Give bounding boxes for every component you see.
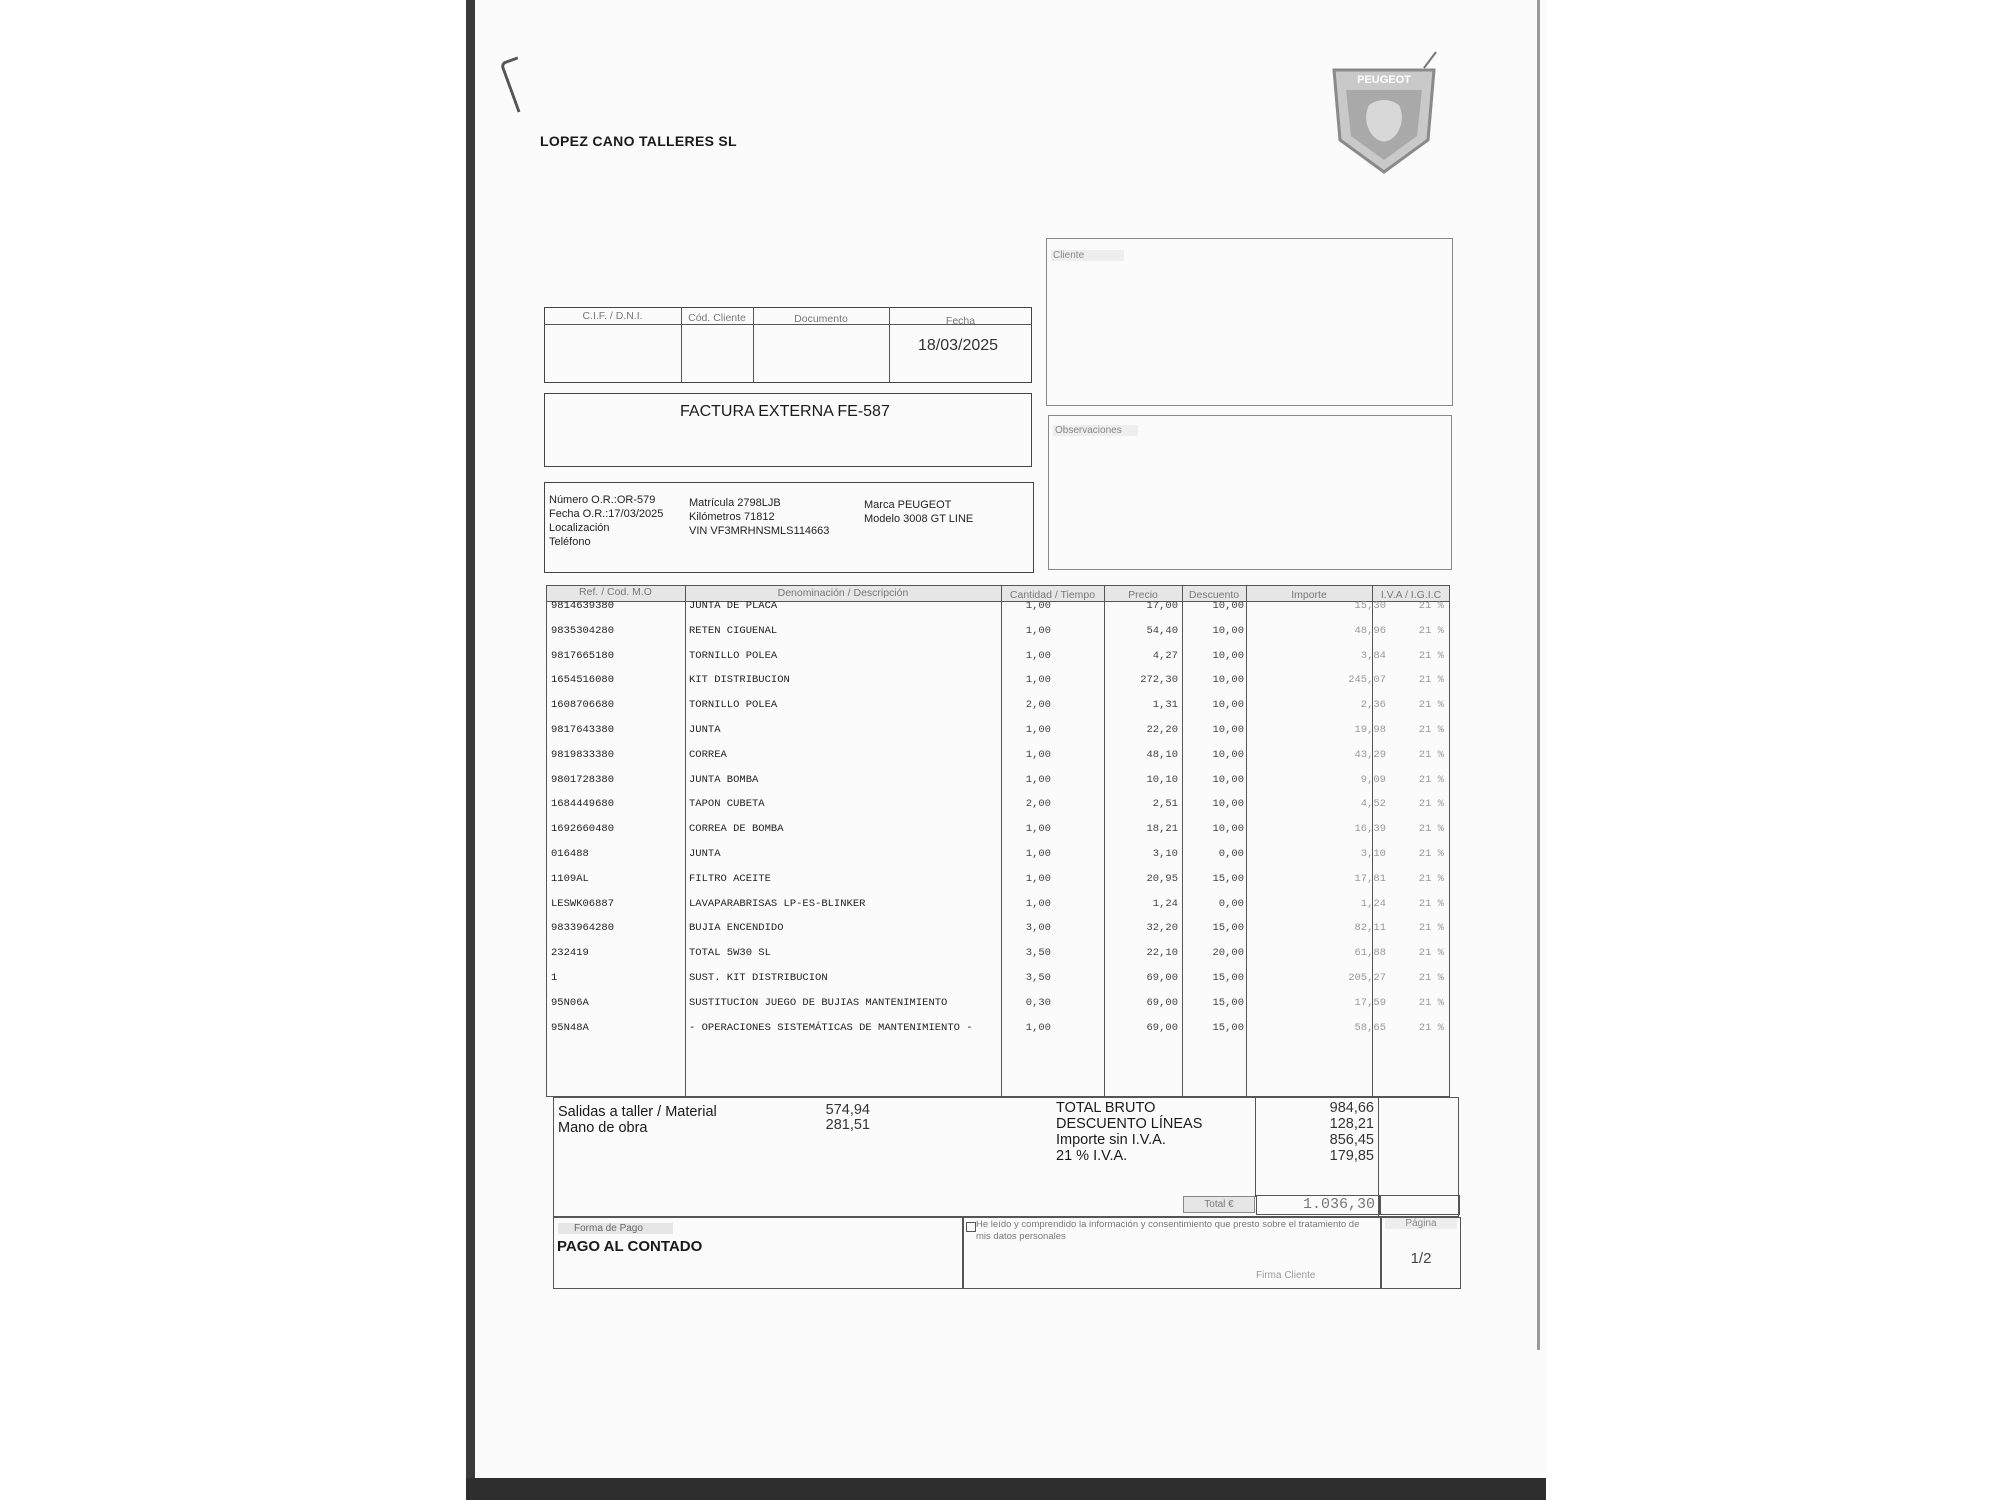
consent-text: He leído y comprendido la información y consentimiento que presto sobre el tratamiento de mis datos personales [976,1219,1360,1242]
cell-cantidad: 1,00 [1025,649,1051,662]
col-fecha: Fecha [945,315,976,327]
salidas-value: 574,94 [825,1102,870,1118]
order-info-mid [689,496,829,538]
cell-desc: JUNTA BOMBA [689,773,759,786]
pagina-value: 1/2 [1410,1250,1432,1267]
cell-iva: 21 % [1418,897,1444,910]
iva-label: 21 % I.V.A. [1056,1148,1128,1164]
col-documento: Documento [794,313,848,325]
cell-precio: 69,00 [1146,1021,1178,1034]
cell-cantidad: 1,00 [1025,600,1051,612]
cell-precio: 272,30 [1140,674,1178,687]
total-bruto-label: TOTAL BRUTO [1056,1100,1156,1116]
peugeot-logo [1324,50,1444,180]
cell-precio: 4,27 [1152,649,1178,662]
cell-importe: 3,10 [1360,848,1386,860]
cell-cantidad: 2,00 [1025,699,1051,712]
cell-ref: 95N06A [551,996,589,1009]
cell-importe: 9,09 [1360,773,1386,786]
table-row [546,699,1450,724]
cell-importe: 1,24 [1360,897,1386,910]
mano-obra-label: Mano de obra [558,1120,648,1136]
table-row [546,600,1450,625]
peugeot-shield-icon [1324,50,1444,180]
cell-ref: 1692660480 [551,823,615,836]
cell-importe: 15,30 [1354,600,1386,612]
cell-descuento: 15,00 [1212,922,1244,935]
cell-precio: 48,10 [1146,748,1178,761]
cell-ref: 232419 [551,947,589,960]
cell-importe: 82,11 [1354,922,1386,935]
cell-precio: 1,31 [1152,699,1178,712]
invoice-date: 18/03/2025 [918,337,999,354]
cell-ref: 1109AL [551,872,589,885]
cell-importe: 58,65 [1354,1021,1386,1034]
cell-importe: 3,84 [1360,649,1386,662]
cell-importe: 17,59 [1354,996,1386,1009]
cell-iva: 21 % [1418,872,1444,885]
vin: VIN VF3MRHNSMLS114663 [689,525,830,537]
cell-cantidad: 1,00 [1025,872,1051,885]
cell-ref: 9801728380 [551,773,615,786]
cell-ref: 9814639380 [551,600,615,612]
cell-precio: 20,95 [1146,872,1178,885]
cell-importe: 205,27 [1348,972,1386,984]
matricula: Matrícula 2798LJB [689,497,781,509]
cell-descuento: 10,00 [1212,649,1244,662]
cell-desc: BUJIA ENCENDIDO [689,922,784,935]
total-value: 1.036,30 [1256,1195,1380,1215]
cell-desc: RETEN CIGUENAL [689,624,778,637]
cell-precio: 3,10 [1152,848,1178,860]
cell-descuento: 10,00 [1212,600,1244,612]
col-cif: C.I.F. / D.N.I. [582,310,643,322]
localizacion: Localización [549,522,610,534]
cell-ref: 9819833380 [551,748,615,761]
th-desc: Denominación / Descripción [777,587,909,599]
salidas-label: Salidas a taller / Material [558,1104,717,1120]
th-descuento: Descuento [1188,589,1240,601]
cell-desc: SUST. KIT DISTRIBUCION [689,972,828,984]
cell-cantidad: 3,50 [1025,972,1051,984]
order-info-right [864,498,973,526]
table-row [546,1022,1450,1047]
cell-descuento: 10,00 [1212,699,1244,712]
cell-descuento: 10,00 [1212,798,1244,811]
cell-descuento: 15,00 [1212,996,1244,1009]
cell-descuento: 10,00 [1212,748,1244,761]
order-info-left [549,493,663,549]
cell-desc: JUNTA [689,848,721,860]
cell-desc: LAVAPARABRISAS LP-ES-BLINKER [689,897,866,910]
table-row [546,625,1450,650]
cell-precio: 10,10 [1146,773,1178,786]
cell-precio: 69,00 [1146,972,1178,984]
cell-precio: 22,10 [1146,947,1178,960]
cell-precio: 22,20 [1146,724,1178,736]
cell-cantidad: 3,50 [1025,947,1051,960]
cell-iva: 21 % [1418,947,1444,960]
cell-desc: TOTAL 5W30 SL [689,947,771,960]
cell-iva: 21 % [1418,724,1444,736]
cell-descuento: 10,00 [1212,674,1244,687]
cell-ref: 95N48A [551,1021,589,1034]
cell-iva: 21 % [1418,773,1444,786]
fecha-or: Fecha O.R.:17/03/2025 [549,508,664,520]
cell-precio: 17,00 [1146,600,1178,612]
paper-edge [1537,0,1540,1350]
cell-cantidad: 1,00 [1025,724,1051,736]
firma-cliente-label: Firma Cliente [1256,1270,1316,1281]
table-row [546,848,1450,873]
cell-descuento: 10,00 [1212,773,1244,786]
table-row [546,823,1450,848]
modelo: Modelo 3008 GT LINE [864,513,974,525]
col-cod-cliente: Cód. Cliente [688,312,746,324]
summary-sep [1255,1097,1256,1197]
cell-importe: 61,88 [1354,947,1386,960]
cell-importe: 245,07 [1348,674,1386,687]
cell-importe: 17,81 [1354,872,1386,885]
th-precio: Precio [1128,589,1158,601]
th-iva: I.V.A / I.G.I.C [1380,589,1442,601]
cell-iva: 21 % [1418,699,1444,712]
invoice-title: FACTURA EXTERNA FE-587 [680,403,890,420]
table-row [546,898,1450,923]
kilometros: Kilómetros 71812 [689,511,775,523]
cell-precio: 1,24 [1152,897,1178,910]
cell-cantidad: 1,00 [1025,748,1051,761]
table-row [546,724,1450,749]
cell-iva: 21 % [1418,922,1444,935]
cell-ref: 9817665180 [551,649,615,662]
cell-desc: KIT DISTRIBUCION [689,674,790,687]
mano-obra-value: 281,51 [825,1117,870,1133]
cell-ref: 1 [551,972,558,984]
pagina-label: Página [1385,1218,1457,1229]
cell-importe: 48,96 [1354,624,1386,637]
cell-precio: 54,40 [1146,624,1178,637]
cell-precio: 32,20 [1146,922,1178,935]
cell-desc: TAPON CUBETA [689,798,765,811]
cell-desc: SUSTITUCION JUEGO DE BUJIAS MANTENIMIENTO [689,996,948,1009]
cell-importe: 19,98 [1354,724,1386,736]
cell-cantidad: 1,00 [1025,848,1051,860]
cell-iva: 21 % [1418,848,1444,860]
th-ref: Ref. / Cod. M.O [579,586,652,598]
descuento-value: 128,21 [1329,1116,1374,1132]
telefono: Teléfono [549,536,591,548]
total-label: Total € [1183,1196,1255,1213]
cell-cantidad: 1,00 [1025,823,1051,836]
table-row [546,749,1450,774]
descuento-label: DESCUENTO LÍNEAS [1056,1116,1203,1132]
observaciones-box [1048,415,1452,570]
cell-desc: TORNILLO POLEA [689,649,778,662]
importe-sin-iva-value: 856,45 [1329,1132,1374,1148]
cell-desc: JUNTA [689,724,721,736]
cell-cantidad: 1,00 [1025,897,1051,910]
cell-importe: 43,29 [1354,748,1386,761]
cell-ref: 9835304280 [551,624,615,637]
cell-desc: TORNILLO POLEA [689,699,778,712]
observaciones-label: Observaciones [1053,425,1138,436]
cell-iva: 21 % [1418,674,1444,687]
forma-pago-label: Forma de Pago [558,1223,673,1234]
cell-cantidad: 3,00 [1025,922,1051,935]
cell-iva: 21 % [1418,649,1444,662]
cell-iva: 21 % [1418,600,1444,612]
cell-importe: 16,39 [1354,823,1386,836]
cell-ref: 9833964280 [551,922,615,935]
cell-cantidad: 2,00 [1025,798,1051,811]
iva-value: 179,85 [1329,1148,1374,1164]
consent-checkbox[interactable] [966,1222,976,1232]
cell-descuento: 10,00 [1212,823,1244,836]
cell-descuento: 15,00 [1212,972,1244,984]
cell-descuento: 0,00 [1218,897,1244,910]
table-row [546,674,1450,699]
cell-cantidad: 1,00 [1025,1021,1051,1034]
table-row [546,798,1450,823]
cell-descuento: 15,00 [1212,872,1244,885]
table-row [546,947,1450,972]
cell-precio: 69,00 [1146,996,1178,1009]
company-name: LOPEZ CANO TALLERES SL [540,133,737,149]
cell-desc: FILTRO ACEITE [689,872,771,885]
cell-iva: 21 % [1418,748,1444,761]
cell-ref: 1684449680 [551,798,615,811]
cell-descuento: 0,00 [1218,848,1244,860]
cell-precio: 2,51 [1152,798,1178,811]
marca: Marca PEUGEOT [864,499,952,511]
cell-ref: 016488 [551,848,589,860]
cliente-label: Cliente [1051,250,1124,261]
table-row [546,997,1450,1022]
cell-iva: 21 % [1418,798,1444,811]
cell-desc: CORREA DE BOMBA [689,823,784,836]
table-row [546,873,1450,898]
cell-ref: LESWK06887 [551,897,615,910]
cliente-box [1046,238,1453,406]
cell-descuento: 20,00 [1212,947,1244,960]
th-importe: Importe [1291,589,1327,601]
table-row [546,650,1450,675]
cell-importe: 4,52 [1360,798,1386,811]
cell-descuento: 15,00 [1212,1021,1244,1034]
table-row [546,922,1450,947]
cell-iva: 21 % [1418,996,1444,1009]
cell-importe: 2,36 [1360,699,1386,712]
importe-sin-iva-label: Importe sin I.V.A. [1056,1132,1166,1148]
cell-descuento: 10,00 [1212,624,1244,637]
numero-or: Número O.R.:OR-579 [549,494,656,506]
cell-iva: 21 % [1418,1021,1444,1034]
total-extra-cell [1380,1195,1460,1215]
cell-ref: 1608706680 [551,699,615,712]
th-cant: Cantidad / Tiempo [1009,589,1096,601]
table-row [546,972,1450,997]
cell-iva: 21 % [1418,972,1444,984]
cell-iva: 21 % [1418,823,1444,836]
forma-pago-value: PAGO AL CONTADO [557,1238,703,1255]
cell-cantidad: 1,00 [1025,773,1051,786]
cell-cantidad: 0,30 [1025,996,1051,1009]
table-row [546,774,1450,799]
cell-iva: 21 % [1418,624,1444,637]
cell-desc: CORREA [689,748,727,761]
cell-precio: 18,21 [1146,823,1178,836]
scanner-bottom-edge [466,1478,1546,1500]
cell-ref: 9817643380 [551,724,615,736]
cell-desc: - OPERACIONES SISTEMÁTICAS DE MANTENIMIENTO - [689,1021,973,1034]
cell-cantidad: 1,00 [1025,674,1051,687]
cell-cantidad: 1,00 [1025,624,1051,637]
cell-descuento: 10,00 [1212,724,1244,736]
cell-ref: 1654516080 [551,674,615,687]
svg-text:PEUGEOT: PEUGEOT [1357,74,1411,86]
cell-desc: JUNTA DE PLACA [689,600,778,612]
total-bruto-value: 984,66 [1329,1100,1374,1116]
